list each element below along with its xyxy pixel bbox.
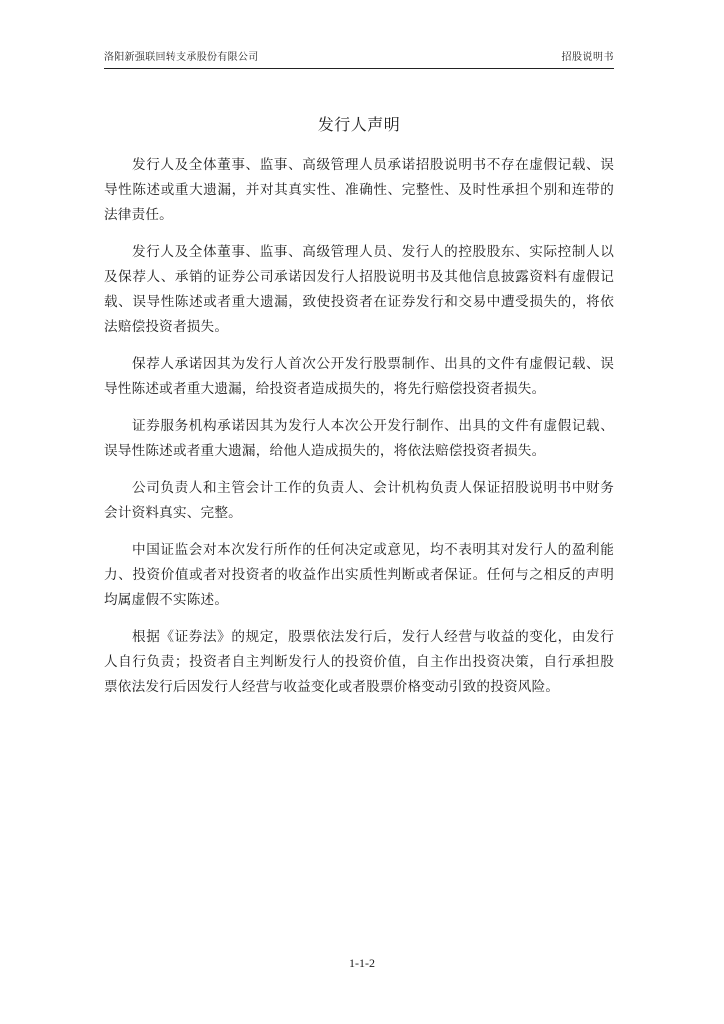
paragraph-7: 根据《证券法》的规定，股票依法发行后，发行人经营与收益的变化，由发行人自行负责；投资者自主判断发行人的投资价值，自主作出投资决策，自行承担股票依法发行后因发行人经营与收益变化或者股票价格变动引致的投资风险。 (104, 629, 614, 695)
page-number: 1-1-2 (349, 956, 375, 970)
paragraph-1: 发行人及全体董事、监事、高级管理人员承诺招股说明书不存在虚假记载、误导性陈述或重大遗漏，并对其真实性、准确性、完整性、及时性承担个别和连带的法律责任。 (104, 157, 614, 223)
paragraph-2: 发行人及全体董事、监事、高级管理人员、发行人的控股股东、实际控制人以及保荐人、承销的证券公司承诺因发行人招股说明书及其他信息披露资料有虚假记载、误导性陈述或者重大遗漏，致使投资者在证券发行和交易中遭受损失的，将依法赔偿投资者损失。 (104, 244, 614, 335)
paragraph-4: 证券服务机构承诺因其为发行人本次公开发行制作、出具的文件有虚假记载、误导性陈述或者重大遗漏，给他人造成损失的，将依法赔偿投资者损失。 (104, 418, 614, 459)
document-body (104, 153, 614, 712)
paragraph-5: 公司负责人和主管会计工作的负责人、会计机构负责人保证招股说明书中财务会计资料真实、完整。 (104, 480, 614, 521)
header-document-type: 招股说明书 (561, 52, 614, 63)
page-header (104, 51, 614, 69)
paragraph-3: 保荐人承诺因其为发行人首次公开发行股票制作、出具的文件有虚假记载、误导性陈述或者重大遗漏，给投资者造成损失的，将先行赔偿投资者损失。 (104, 356, 614, 397)
paragraph-6: 中国证监会对本次发行所作的任何决定或意见，均不表明其对发行人的盈利能力、投资价值或者对投资者的收益作出实质性判断或者保证。任何与之相反的声明均属虚假不实陈述。 (104, 542, 614, 608)
page-title: 发行人声明 (317, 115, 401, 134)
header-company-name: 洛阳新强联回转支承股份有限公司 (104, 52, 259, 63)
